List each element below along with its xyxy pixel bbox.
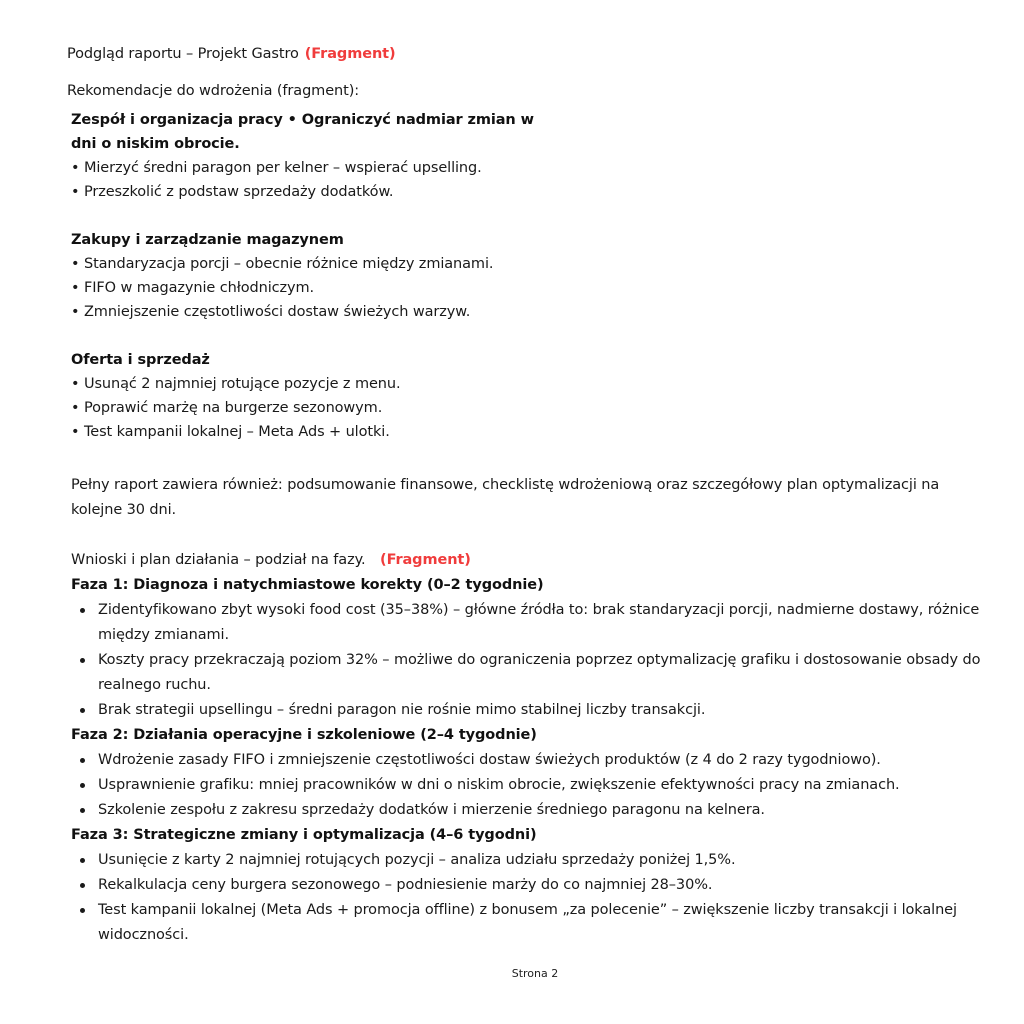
bullet-icon: [80, 808, 85, 813]
bullet-icon: [80, 608, 85, 613]
page-number: Strona 2: [511, 967, 559, 980]
list-item: • Usunąć 2 najmniej rotujące pozycje z menu.: [71, 376, 401, 392]
phase-3-title: Faza 3: Strategiczne zmiany i optymalizacja (4–6 tygodni): [71, 827, 537, 843]
list-item: • Mierzyć średni paragon per kelner – wspierać upselling.: [71, 160, 482, 176]
phase-2-list: [71, 748, 991, 823]
phases-intro-text: Wnioski i plan działania – podział na fazy.: [71, 552, 366, 568]
bullet-icon: [80, 758, 85, 763]
list-item: [98, 748, 991, 773]
phase-1-title: Faza 1: Diagnoza i natychmiastowe korekty (0–2 tygodnie): [71, 577, 544, 593]
list-item-text: Usunięcie z karty 2 najmniej rotujących pozycji – analiza udziału sprzedaży poniżej 1,5%.: [98, 852, 736, 868]
list-item-text: Wdrożenie zasady FIFO i zmniejszenie częstotliwości dostaw świeżych produktów (z 4 do 2 razy tygodniowo).: [98, 752, 881, 768]
phases-intro-line: [71, 548, 991, 573]
bullet-icon: [80, 658, 85, 663]
bullet-icon: [80, 783, 85, 788]
list-item-text: Brak strategii upsellingu – średni paragon nie rośnie mimo stabilnej liczby transakcji.: [98, 702, 706, 718]
list-item: • Zmniejszenie częstotliwości dostaw świeżych warzyw.: [71, 304, 471, 320]
action-plan-phases: [71, 548, 991, 948]
list-item-text: Zidentyfikowano zbyt wysoki food cost (35–38%) – główne źródła to: brak standaryzacji porcji, nadmierne dostawy, różnice między zmianami.: [98, 602, 980, 643]
bullet-icon: [80, 883, 85, 888]
recommendation-section-purchasing: [71, 228, 551, 324]
list-item: • Poprawić marżę na burgerze sezonowym.: [71, 400, 383, 416]
report-title-line: [67, 44, 396, 64]
phase-3-list: [71, 848, 991, 948]
list-item: • Przeszkolić z podstaw sprzedaży dodatków.: [71, 184, 394, 200]
list-item-text: Usprawnienie grafiku: mniej pracowników w dni o niskim obrocie, zwiększenie efektywności pracy na zmianach.: [98, 777, 900, 793]
list-item: [98, 598, 991, 648]
bullet-icon: [80, 708, 85, 713]
report-title: Podgląd raportu – Projekt Gastro: [67, 46, 299, 62]
section-title: Oferta i sprzedaż: [71, 352, 210, 368]
list-item-text: Koszty pracy przekraczają poziom 32% – możliwe do ograniczenia poprzez optymalizację grafiku i dostosowanie obsady do realnego ruchu.: [98, 652, 981, 693]
fragment-badge: (Fragment): [304, 46, 396, 62]
report-summary-paragraph: Pełny raport zawiera również: podsumowanie finansowe, checklistę wdrożeniową oraz szczegółowy plan optymalizacji na kolejne 30 dni.: [71, 477, 940, 518]
section-title: Zespół i organizacja pracy • Ograniczyć nadmiar zmian w dni o niskim obrocie.: [71, 112, 534, 152]
list-item: • Test kampanii lokalnej – Meta Ads + ulotki.: [71, 424, 390, 440]
list-item-text: Rekalkulacja ceny burgera sezonowego – podniesienie marży do co najmniej 28–30%.: [98, 877, 713, 893]
list-item-text: Test kampanii lokalnej (Meta Ads + promocja offline) z bonusem „za polecenie” – zwiększenie liczby transakcji i lokalnej widoczności.: [98, 902, 957, 943]
list-item: [98, 798, 991, 823]
recommendation-section-team: [71, 108, 551, 204]
recommendation-section-offer: [71, 348, 551, 444]
list-item: • FIFO w magazynie chłodniczym.: [71, 280, 315, 296]
phase-2-title: Faza 2: Działania operacyjne i szkoleniowe (2–4 tygodnie): [71, 727, 537, 743]
fragment-badge: (Fragment): [380, 552, 471, 568]
bullet-icon: [80, 858, 85, 863]
list-item: • Standaryzacja porcji – obecnie różnice między zmianami.: [71, 256, 494, 272]
list-item: [98, 873, 991, 898]
list-item: [98, 648, 991, 698]
list-item: [98, 773, 991, 798]
list-item: [98, 848, 991, 873]
recommendations-heading: Rekomendacje do wdrożenia (fragment):: [67, 83, 360, 99]
bullet-icon: [80, 908, 85, 913]
list-item: [98, 698, 991, 723]
list-item-text: Szkolenie zespołu z zakresu sprzedaży dodatków i mierzenie średniego paragonu na kelnera.: [98, 802, 765, 818]
phase-1-list: [71, 598, 991, 723]
list-item: [98, 898, 991, 948]
section-title: Zakupy i zarządzanie magazynem: [71, 232, 344, 248]
